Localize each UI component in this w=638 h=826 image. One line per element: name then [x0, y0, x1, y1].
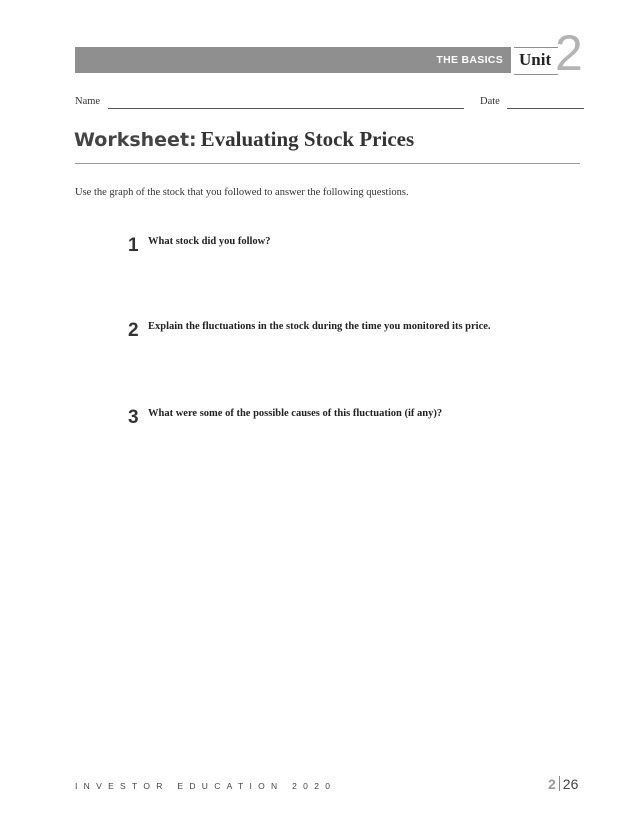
footer-page-number	[548, 776, 578, 794]
header-band	[75, 47, 511, 73]
footer-publication: INVESTOR EDUCATION 2020	[75, 781, 337, 791]
question-text: What were some of the possible causes of this fluctuation (if any)?	[148, 408, 443, 419]
question-number: 3	[128, 407, 139, 428]
title-rest: Evaluating Stock Prices	[200, 127, 415, 151]
footer-unit-number: 2	[548, 776, 556, 792]
instructions: Use the graph of the stock that you followed to answer the following questions.	[75, 187, 409, 198]
question-text: Explain the fluctuations in the stock during the time you monitored its price.	[148, 321, 491, 332]
page-title	[74, 127, 414, 152]
name-label: Name	[75, 96, 101, 107]
section-label: THE BASICS	[436, 54, 503, 66]
question-number: 1	[128, 235, 139, 256]
question-text: What stock did you follow?	[148, 236, 271, 247]
footer-divider	[559, 776, 560, 791]
name-date-row	[75, 96, 584, 112]
date-label: Date	[480, 96, 500, 107]
name-field[interactable]	[108, 108, 464, 109]
footer-page: 26	[562, 776, 579, 792]
title-divider	[75, 163, 580, 164]
title-lead: Worksheet:	[74, 129, 197, 151]
date-field[interactable]	[507, 108, 584, 109]
question-number: 2	[128, 320, 139, 341]
unit-label: Unit	[519, 50, 552, 69]
unit-number: 2	[555, 25, 583, 81]
